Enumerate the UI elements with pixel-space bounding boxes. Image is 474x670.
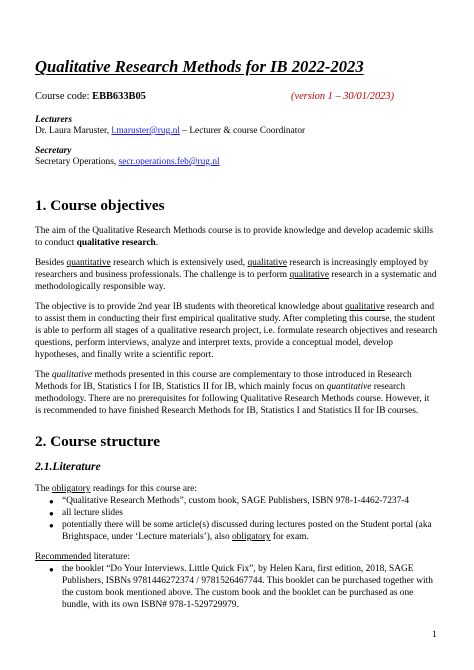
text-run: qualitative [345, 302, 385, 312]
text-run: research and [384, 302, 435, 312]
paragraph-line [35, 484, 197, 496]
subsection-heading-literature: 2.1.Literature [35, 460, 101, 473]
recommended-literature-label [35, 552, 130, 564]
paragraph-line: is able to perform all stages of a qualitative research project, i.e. formulate research objectives and research [35, 326, 438, 336]
text-run: obligatory [51, 484, 91, 494]
paragraph-line: questions, perform interviews, analyze and interpret texts, provide a conceptual model, develop [35, 338, 393, 348]
text-run: research is increasingly employed by [287, 258, 429, 268]
text-run: methods presented in this course are complementary to those introduced in Research [92, 370, 412, 380]
paragraph-line [35, 258, 428, 270]
text-run: quantitative [326, 382, 372, 392]
secretary-line [35, 157, 220, 169]
text-run: research [371, 382, 406, 392]
text-run: research in a systematic and [329, 270, 437, 280]
text-run: The [35, 370, 52, 380]
section-heading-course-structure: 2. Course structure [35, 433, 160, 450]
paragraph-line: is recommended to have finished Research Methods for IB, Statistics I and Statistics II for IB courses. [35, 406, 419, 416]
list-item: all lecture slides [62, 508, 123, 518]
text-run: Brightspace, under ‘Lecture materials’), also [62, 532, 232, 542]
text-run: qualitative [247, 258, 288, 268]
text-run: literature: [91, 552, 131, 562]
lecturer-name: Dr. Laura Maruster, [35, 126, 112, 136]
text-run: researchers and business professionals. The challenge is to perform [35, 270, 290, 280]
bullet-icon: ● [49, 497, 54, 506]
paragraph-line: methodology. There are no prerequisites for following Qualitative Research Methods course. However, it [35, 394, 430, 404]
lecturer-role: – Lecturer & course Coordinator [179, 126, 306, 136]
course-code-label: Course code: [35, 91, 93, 102]
course-code-line [35, 91, 146, 103]
list-item-continuation: the custom book mentioned above. The custom book and the booklet can be purchased as one [62, 588, 414, 598]
section-heading-course-objectives: 1. Course objectives [35, 197, 165, 214]
paragraph-line [35, 270, 437, 282]
paragraph-line [35, 238, 158, 250]
list-item: “Qualitative Research Methods”, custom book, SAGE Publishers, ISBN 978-1-4462-7237-4 [62, 496, 410, 506]
paragraph-line: to assist them in conducting their first empirical qualitative study. After completing this course, the student [35, 314, 436, 324]
text-run: The objective is to provide 2nd year IB students with theoretical knowledge about [35, 302, 346, 312]
list-item-continuation: bundle, with its own ISBN# 978-1-529729979. [62, 600, 239, 610]
text-run: Methods for IB, Statistics I for IB, Statistics II for IB, which mainly focus on [35, 382, 327, 392]
secretary-email-link[interactable]: secr.operations.feb@rug.nl [118, 157, 220, 167]
paragraph-line [35, 382, 405, 394]
text-run: qualitative research [76, 238, 156, 248]
text-run: qualitative [51, 370, 93, 380]
list-item: the booklet “Do Your Interviews. Little Quick Fix”, by Helen Kara, first edition, 2018, SAGE [62, 564, 414, 574]
bullet-icon: ● [49, 509, 54, 518]
paragraph-line: hypotheses, and finally write a scientific report. [35, 350, 214, 360]
version-note: (version 1 – 30/01/2023) [291, 91, 395, 102]
page-number: 1 [432, 630, 437, 640]
secretary-heading: Secretary [35, 146, 72, 156]
text-run: readings for this course are: [90, 484, 197, 494]
document-title: Qualitative Research Methods for IB 2022-2023 [35, 57, 364, 76]
lecturers-heading: Lecturers [35, 115, 72, 125]
lecturer-line [35, 126, 305, 138]
paragraph-line [35, 370, 412, 382]
list-item-continuation: Publishers, ISBNs 9781446272374 / 9781526467744. This booklet can be purchased together with [62, 576, 433, 586]
text-run: The [35, 484, 52, 494]
text-run: Besides [35, 258, 67, 268]
paragraph-line: methodologically responsible way. [35, 282, 166, 292]
paragraph-line: The aim of the Qualitative Research Methods course is to provide knowledge and develop academic skills [35, 226, 434, 236]
text-run: for exam. [270, 532, 309, 542]
course-code: EBB633B05 [92, 91, 146, 102]
secretary-name: Secretary Operations, [35, 157, 119, 167]
paragraph-line [35, 302, 434, 314]
text-run: . [155, 238, 159, 248]
text-run: to conduct [35, 238, 77, 248]
text-run: qualitative [289, 270, 330, 280]
text-run: obligatory [231, 532, 271, 542]
list-item-continuation [62, 532, 309, 544]
text-run: research which is extensively used, [110, 258, 248, 268]
lecturer-email-link[interactable]: l.maruster@rug.nl [111, 126, 180, 136]
bullet-icon: ● [49, 521, 54, 530]
bullet-icon: ● [49, 565, 54, 574]
list-item: potentially there will be some article(s) discussed during lectures posted on the Student portal (aka [62, 520, 432, 530]
text-run: quantitative [66, 258, 111, 268]
text-run: Recommended [35, 552, 92, 562]
